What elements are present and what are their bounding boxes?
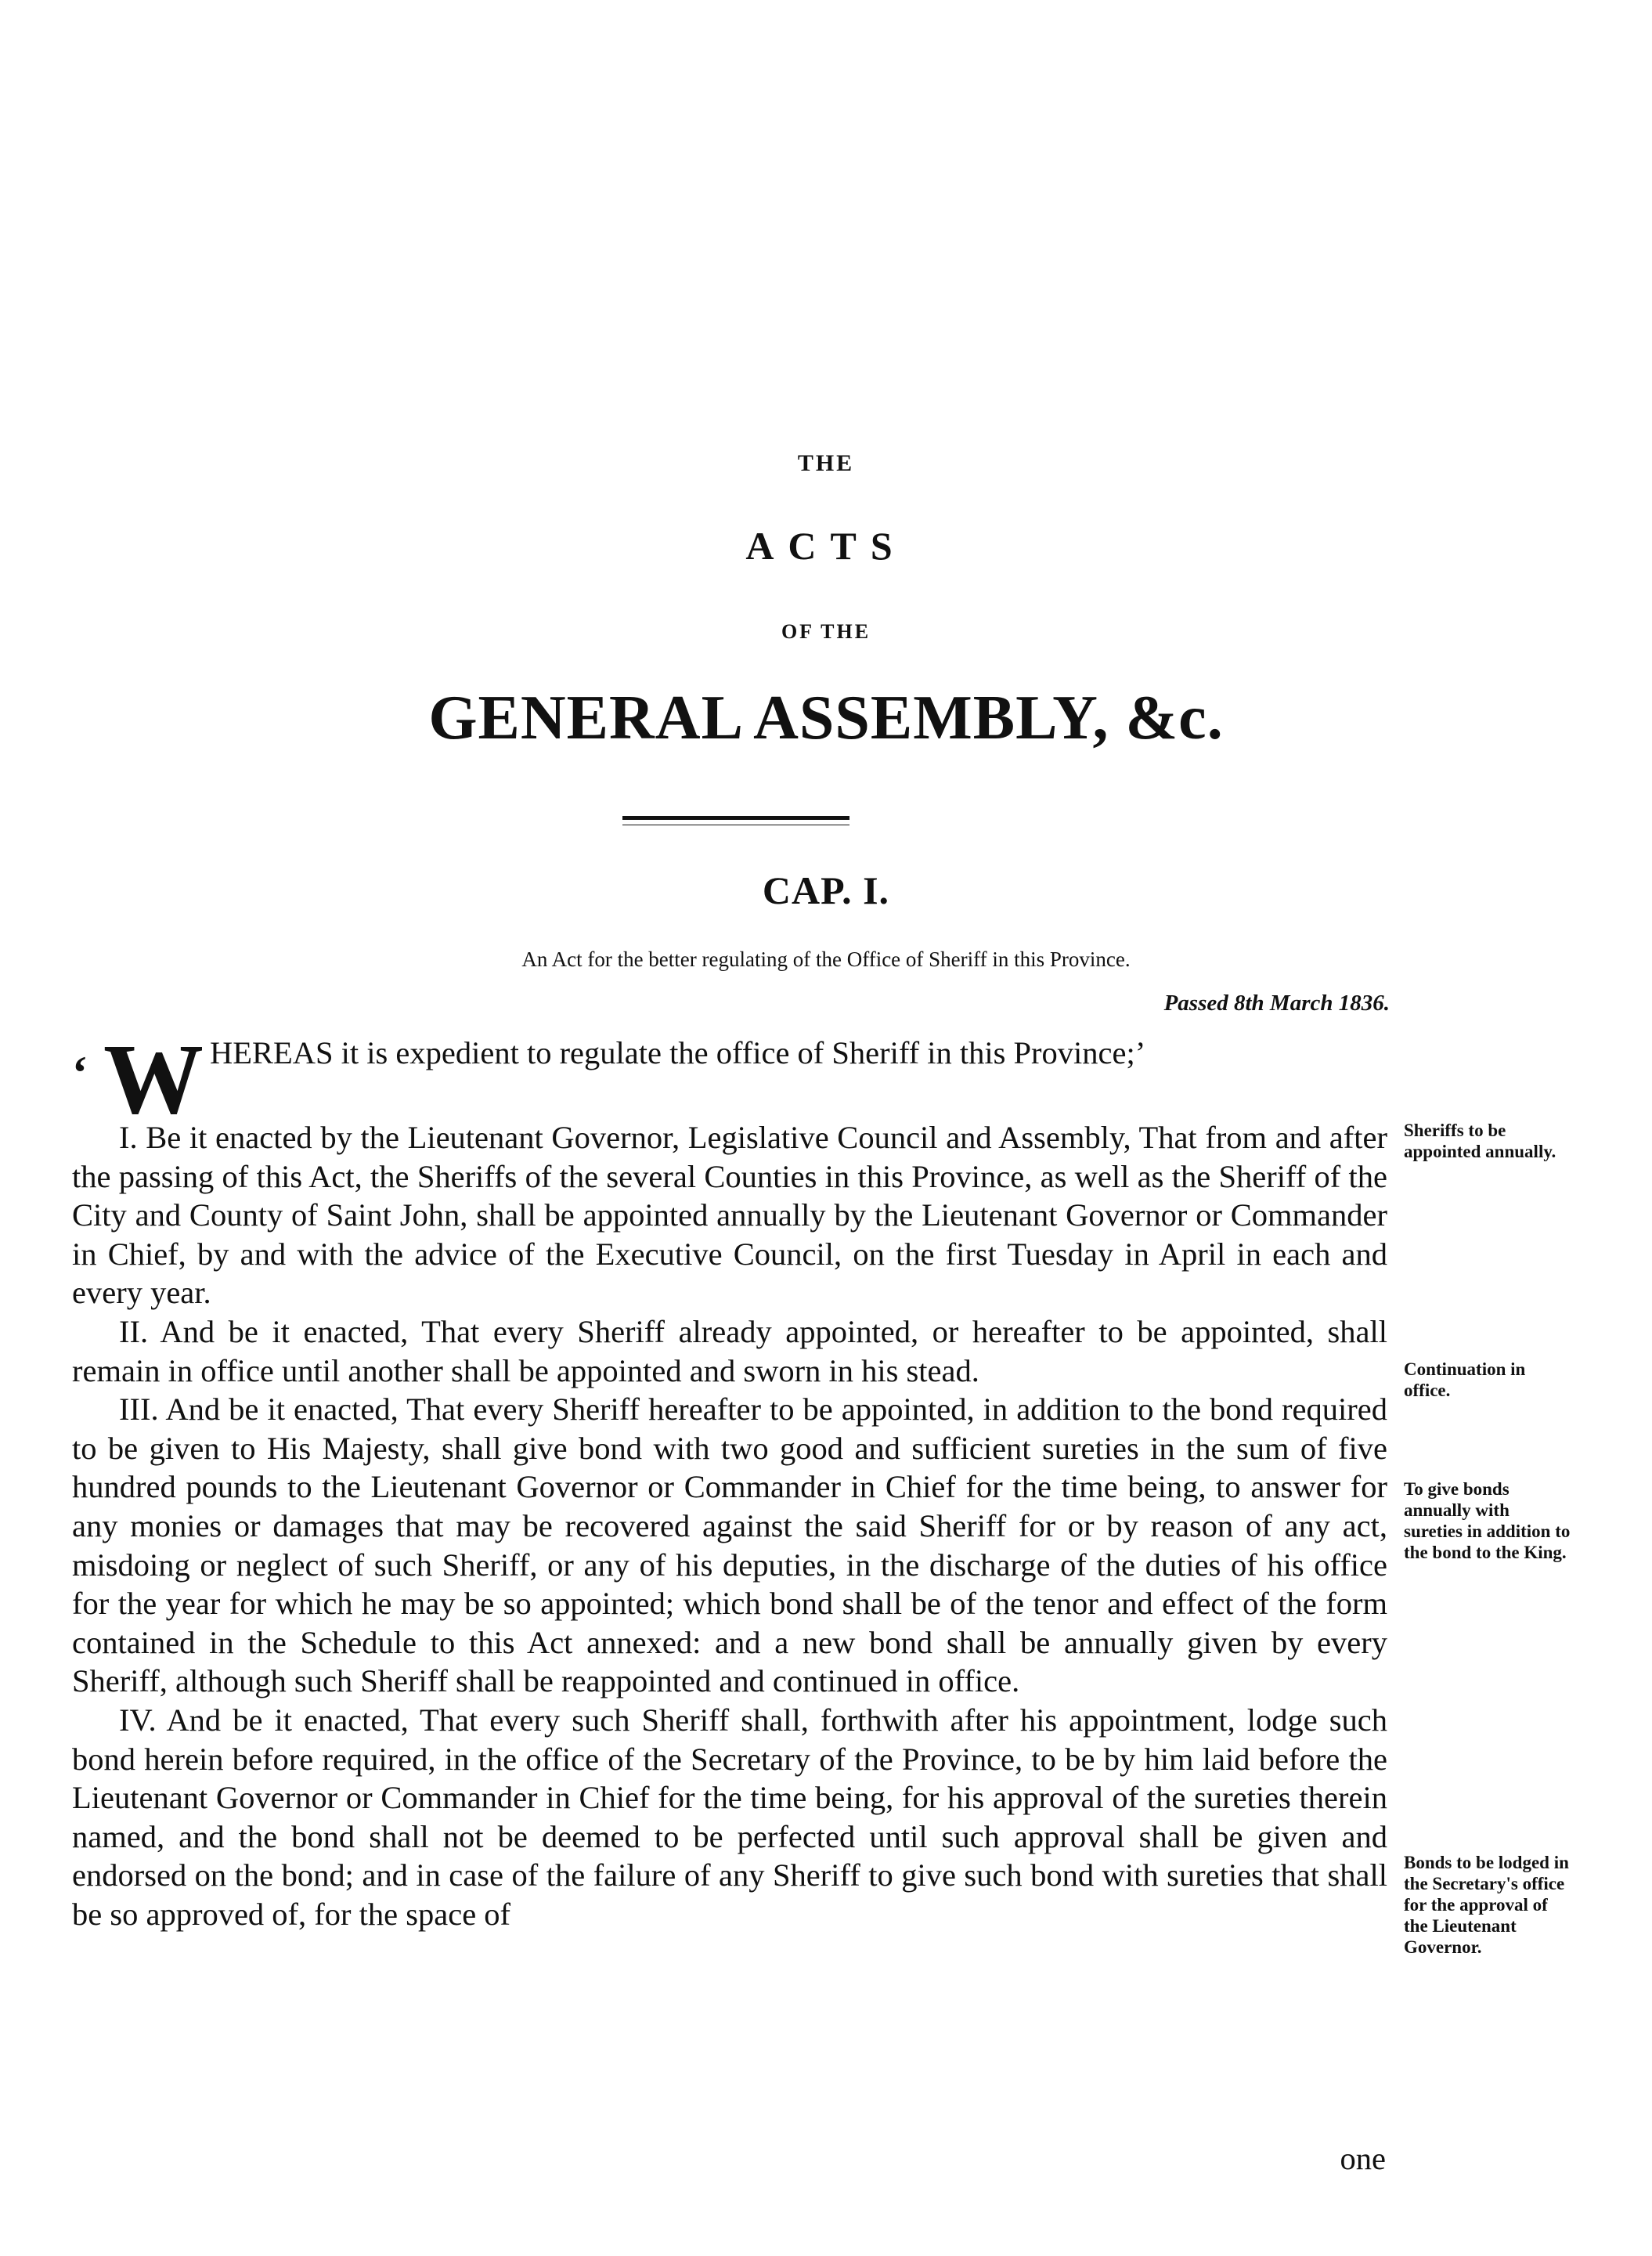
body-text (72, 1023, 1387, 1933)
title-general-assembly: GENERAL ASSEMBLY, &c. (428, 684, 1224, 753)
marginal-note-2: Continuation in office. (1404, 1359, 1526, 1400)
preamble-open-quote: ‘ (72, 1047, 88, 1099)
chapter-long-title: An Act for the better regulating of the Office of Sheriff in this Province. (521, 948, 1131, 971)
section-1: I. Be it enacted by the Lieutenant Governor, Legislative Council and Assembly, That from and after the passing of this Act, the Sheriffs of the several Counties in this Province, as well as the Sheriff of the City and County of Saint John, shall be appointed annually by the Lieutenant Governor or Commander in Chief, by and with the advice of the Executive Council, on the first Tuesday in April in each and every year. (72, 1120, 1387, 1311)
section-4: IV. And be it enacted, That every such Sheriff shall, forthwith after his appointment, lodge such bond herein before required, in the office of the Secretary of the Province, to be by him laid before the Lieutenant Governor or Commander in Chief for the time being, for his approval of the sureties therein named, and the bond shall not be deemed to be perfected until such approval shall be given and endorsed on the bond; and in case of the failure of any Sheriff to give such bond with sureties that shall be so approved of, for the space of (72, 1702, 1387, 1932)
catchword: one (1340, 2141, 1386, 2176)
preamble-text: HEREAS it is expedient to regulate the office of Sheriff in this Province;’ (209, 1035, 1146, 1070)
title-rule-thick (622, 816, 849, 820)
section-3: III. And be it enacted, That every Sheriff hereafter to be appointed, in addition to the bond required to be given to His Majesty, shall give bond with two good and sufficient sureties in the sum of five hundred pounds to the Lieutenant Governor or Commander in Chief for the time being, to answer for any monies or damages that may be recovered against the said Sheriff for or by reason of any act, misdoing or neglect of such Sheriff, or any of his deputies, in the discharge of the duties of his office for the year for which he may be so appointed; which bond shall be of the tenor and effect of the form contained in the Schedule to this Act annexed: and a new bond shall be annually given by every Sheriff, although such Sheriff shall be reappointed and continued in office. (72, 1392, 1387, 1699)
running-title-the: THE (797, 450, 855, 476)
marginal-note-3: To give bonds annually with sureties in addition to the bond to the King. (1404, 1479, 1571, 1562)
passed-date: Passed 8th March 1836. (1163, 991, 1390, 1016)
preamble (72, 1023, 1387, 1135)
drop-cap: W (103, 1023, 204, 1135)
marginal-note-1: Sheriffs to be appointed annually. (1404, 1121, 1556, 1161)
section-2: II. And be it enacted, That every Sheriff already appointed, or hereafter to be appointed, shall remain in office until another shall be appointed and sworn in his stead. (72, 1313, 1387, 1388)
chapter-number: CAP. I. (762, 868, 890, 912)
title-of-the: OF THE (781, 620, 871, 643)
title-acts: ACTS (745, 524, 907, 568)
marginal-note-4: Bonds to be lodged in the Secretary's office for the approval of the Lieutenant Governor. (1404, 1853, 1569, 1957)
